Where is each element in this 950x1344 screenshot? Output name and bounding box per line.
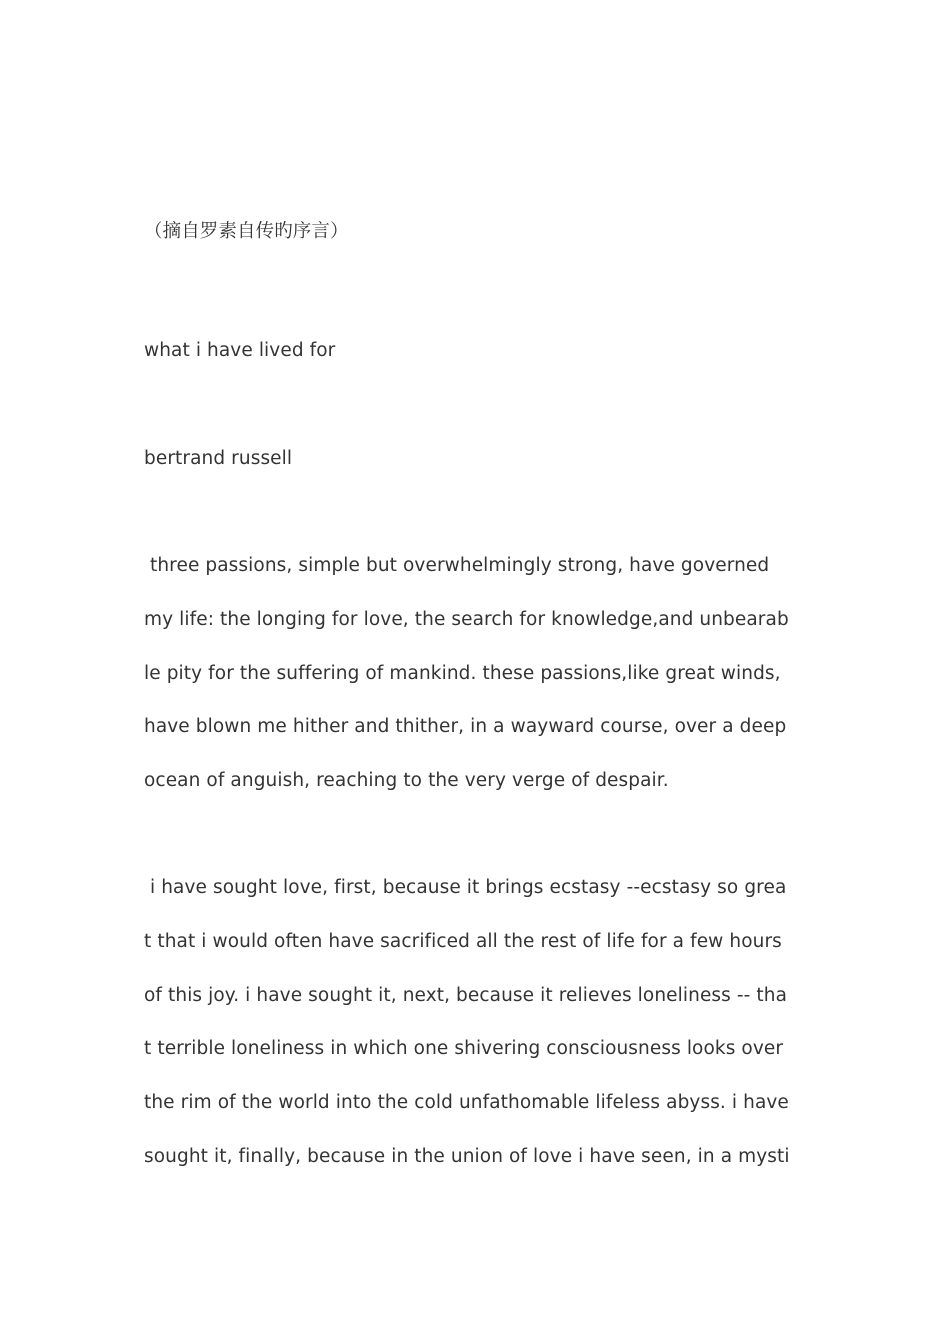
essay-title: what i have lived for bbox=[144, 340, 336, 361]
paragraph-line: ocean of anguish, reaching to the very verge of despair. bbox=[144, 770, 669, 791]
paragraph-line: le pity for the suffering of mankind. these passions,like great winds, bbox=[144, 663, 781, 684]
paragraph-line: t terrible loneliness in which one shivering consciousness looks over bbox=[144, 1038, 784, 1059]
essay-author: bertrand russell bbox=[144, 448, 293, 469]
paragraph-line: the rim of the world into the cold unfathomable lifeless abyss. i have bbox=[144, 1092, 789, 1113]
paragraph-line: of this joy. i have sought it, next, because it relieves loneliness -- tha bbox=[144, 985, 788, 1006]
source-note: （摘自罗素自传旳序言） bbox=[144, 221, 349, 242]
paragraph-line: sought it, finally, because in the union of love i have seen, in a mysti bbox=[144, 1146, 790, 1167]
paragraph-line: my life: the longing for love, the search for knowledge,and unbearab bbox=[144, 609, 789, 630]
paragraph-line: have blown me hither and thither, in a wayward course, over a deep bbox=[144, 716, 787, 737]
paragraph-line: t that i would often have sacrificed all the rest of life for a few hours bbox=[144, 931, 782, 952]
paragraph-line: i have sought love, first, because it brings ecstasy --ecstasy so grea bbox=[144, 877, 787, 898]
paragraph-line: three passions, simple but overwhelmingly strong, have governed bbox=[144, 555, 770, 576]
